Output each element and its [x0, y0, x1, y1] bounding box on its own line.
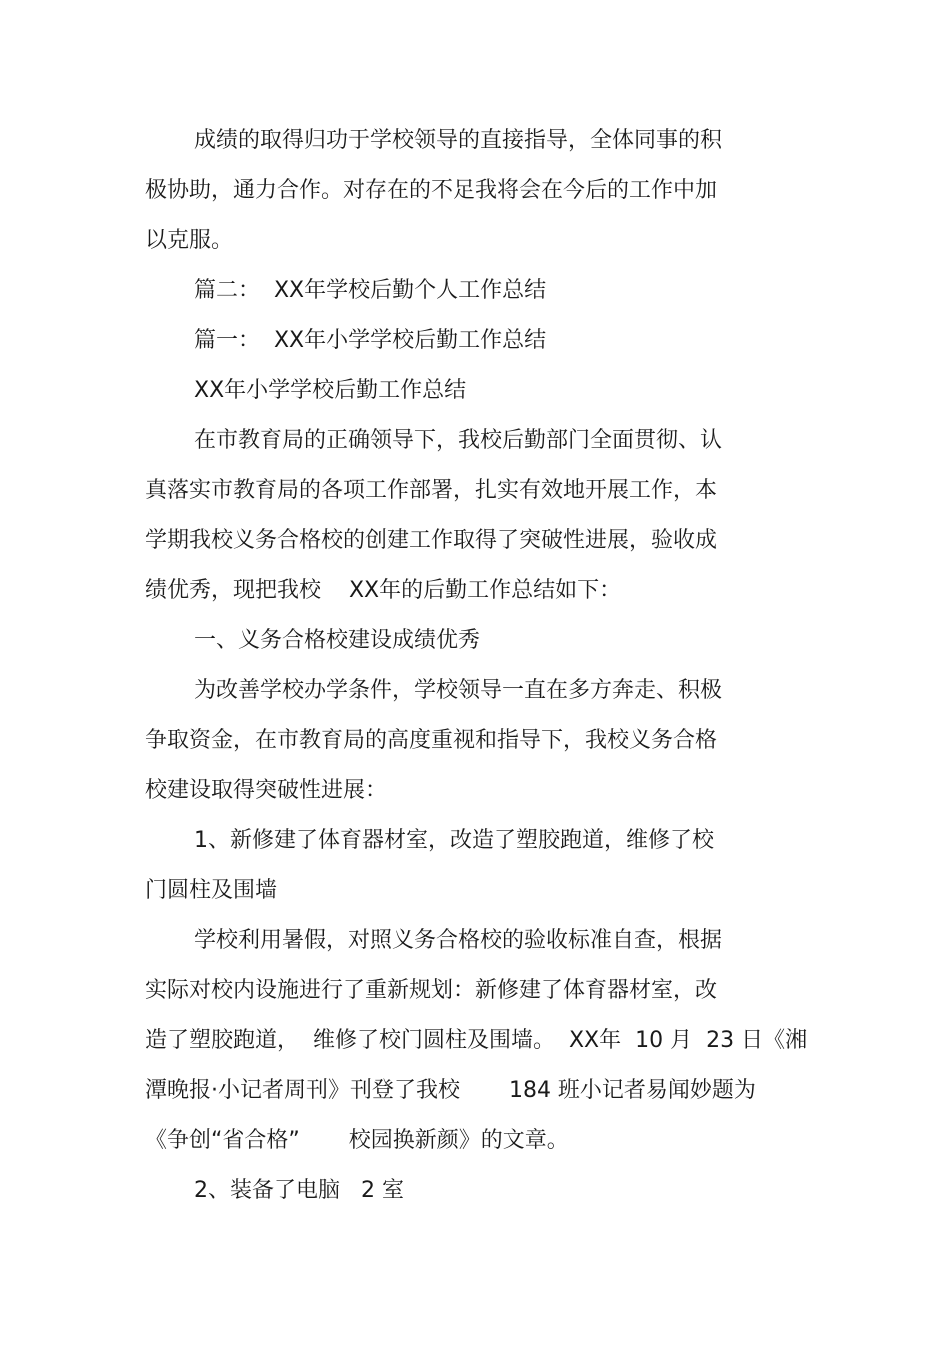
section-heading: 篇一： XX年小学学校后勤工作总结 [194, 328, 547, 353]
section-heading: XX年小学学校后勤工作总结 [194, 378, 467, 403]
paragraph-line: 学校利用暑假，对照义务合格校的验收标准自查，根据 [194, 928, 723, 953]
section-heading: 一、义务合格校建设成绩优秀 [194, 628, 481, 653]
paragraph-line: 学期我校义务合格校的创建工作取得了突破性进展，验收成 [145, 528, 718, 553]
paragraph-line: 1、新修建了体育器材室，改造了塑胶跑道，维修了校 [194, 828, 714, 853]
paragraph-line: 绩优秀，现把我校 XX年的后勤工作总结如下： [145, 578, 622, 603]
paragraph-line: 争取资金，在市教育局的高度重视和指导下，我校义务合格 [145, 728, 718, 753]
paragraph-line: 在市教育局的正确领导下，我校后勤部门全面贯彻、认 [194, 428, 723, 453]
paragraph-line: 校建设取得突破性进展： [145, 778, 388, 803]
paragraph-line: 实际对校内设施进行了重新规划：新修建了体育器材室，改 [145, 978, 718, 1003]
paragraph-line: 造了塑胶跑道， 维修了校门圆柱及围墙。 XX年 10 月 23 日《湘 [145, 1028, 808, 1053]
paragraph-line: 成绩的取得归功于学校领导的直接指导，全体同事的积 [194, 128, 723, 153]
section-heading: 篇二： XX年学校后勤个人工作总结 [194, 278, 547, 303]
paragraph-line: 潭晚报·小记者周刊》刊登了我校 184 班小记者易闻妙题为 [145, 1078, 756, 1103]
paragraph-line: 为改善学校办学条件，学校领导一直在多方奔走、积极 [194, 678, 723, 703]
paragraph-line: 门圆柱及围墙 [145, 878, 278, 903]
paragraph-line: 《争创“省合格” 校园换新颜》的文章。 [145, 1128, 569, 1153]
paragraph-line: 以克服。 [145, 228, 234, 253]
paragraph-line: 极协助，通力合作。对存在的不足我将会在今后的工作中加 [145, 178, 718, 203]
paragraph-line: 真落实市教育局的各项工作部署，扎实有效地开展工作，本 [145, 478, 718, 503]
paragraph-line: 2、装备了电脑 2 室 [194, 1178, 404, 1203]
